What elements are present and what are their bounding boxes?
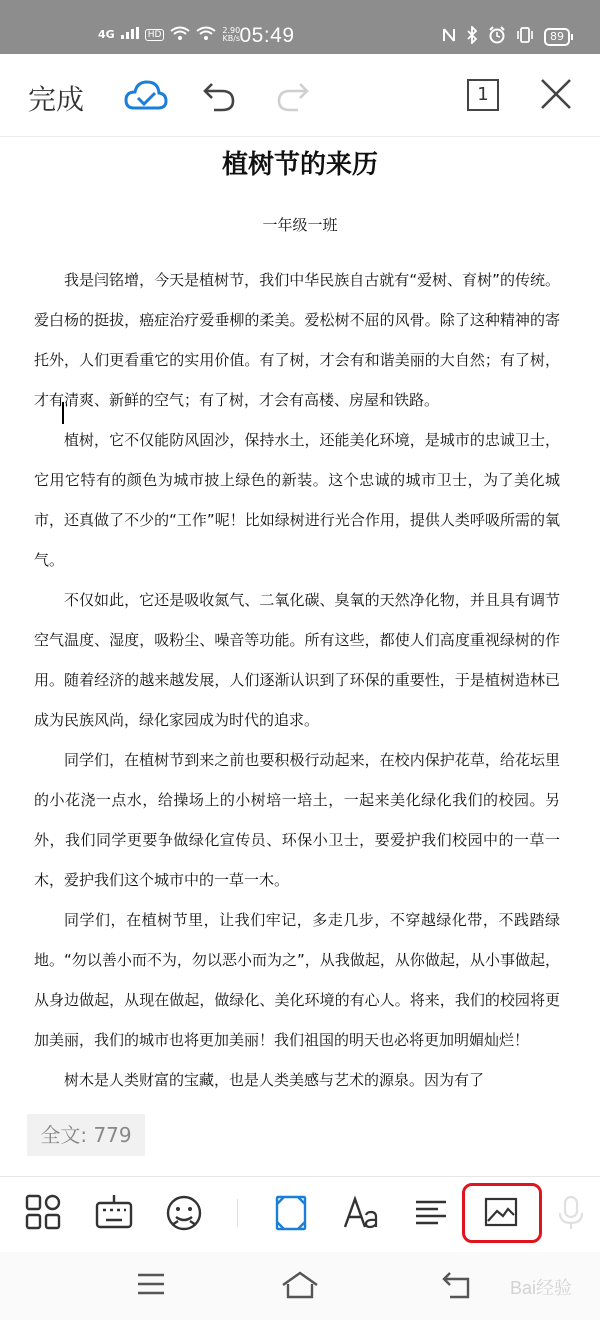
cloud-check-icon[interactable]	[124, 76, 164, 116]
close-icon[interactable]	[538, 76, 578, 116]
alarm-icon	[488, 26, 506, 48]
font-icon[interactable]	[342, 1193, 382, 1233]
paragraph[interactable]: 我是闫铭增，今天是植树节，我们中华民族自古就有“爱树、育树”的传统。爱白杨的挺拔，癌症治疗爱垂柳的柔美。爱松树不屈的风骨。除了这种精神的寄托外，人们更看重它的实用价值。有了树，才会有和谐美丽的大自然；有了树，才有清爽、新鲜的空气；有了树，才会有高楼、房屋和铁路。	[34, 271, 560, 409]
undo-icon[interactable]	[200, 76, 240, 116]
align-icon[interactable]	[412, 1193, 452, 1233]
keyboard-icon[interactable]	[94, 1193, 134, 1233]
net-speed-value: 2.90	[222, 25, 241, 35]
paragraph[interactable]: 树木是人类财富的宝藏，也是人类美感与艺术的源泉。因为有了	[64, 1071, 485, 1089]
menu-icon[interactable]	[136, 1270, 166, 1302]
home-icon[interactable]	[280, 1270, 320, 1304]
word-count-badge: 全文: 779	[27, 1114, 145, 1156]
document-subtitle: 一年级一班	[262, 216, 338, 234]
apps-grid-icon[interactable]	[24, 1193, 64, 1233]
paragraph[interactable]: 同学们，在植树节到来之前也要积极行动起来，在校内保护花草，给花坛里的小花浇一点水，给操场上的小树培一培土，一起来美化绿化我们的校园。另外，我们同学更要争做绿化宣传员、环保小卫士，要爱护我们校园中的一草一木，爱护我们这个城市中的一草一木。	[34, 751, 560, 889]
document-body[interactable]	[34, 260, 560, 1100]
page-count-button[interactable]: 1	[467, 79, 499, 111]
bluetooth-icon	[466, 26, 478, 48]
toolbar-divider	[237, 1199, 238, 1227]
battery-icon: 89	[544, 28, 570, 46]
vibrate-icon	[516, 27, 534, 47]
back-icon[interactable]	[440, 1270, 472, 1304]
hd-badge: HD	[145, 29, 165, 41]
watermark: Bai经验	[509, 1278, 572, 1298]
status-right	[442, 26, 570, 48]
crop-frame-icon[interactable]	[272, 1193, 312, 1233]
paragraph[interactable]: 同学们，在植树节里，让我们牢记，多走几步，不穿越绿化带，不践踏绿地。“勿以善小而不为，勿以恶小而为之”，从我做起，从你做起，从小事做起，从身边做起，从现在做起，做绿化、美化环境的有心人。将来，我们的校园将更加美丽，我们的城市也将更加美丽！我们祖国的明天也必将更加明媚灿烂！	[34, 911, 560, 1049]
clock-text: 05:49	[239, 24, 295, 47]
status-bar	[0, 0, 600, 54]
document-area[interactable]	[0, 136, 600, 1176]
emoji-icon[interactable]	[164, 1193, 204, 1233]
mic-icon[interactable]	[556, 1193, 596, 1233]
net-speed-unit: KB/s	[222, 33, 241, 43]
editor-toolbar	[0, 54, 600, 137]
paragraph[interactable]: 不仅如此，它还是吸收氮气、二氧化碳、臭氧的天然净化物，并且具有调节空气温度、湿度，吸粉尘、噪音等功能。所有这些，都使人们高度重视绿树的作用。随着经济的越来越发展，人们逐渐认识到了环保的重要性，于是植树造林已成为民族风尚，绿化家园成为时代的追求。	[34, 591, 560, 729]
document-title: 植树节的来历	[221, 150, 378, 180]
system-nav-bar	[0, 1252, 600, 1320]
redo-icon[interactable]	[272, 76, 312, 116]
image-icon[interactable]	[482, 1193, 522, 1233]
done-button[interactable]: 完成	[28, 83, 85, 116]
format-toolbar	[0, 1176, 600, 1253]
nfc-icon	[442, 27, 456, 47]
network-label: 4G	[98, 28, 115, 41]
paragraph[interactable]: 植树，它不仅能防风固沙，保持水土，还能美化环境，是城市的忠诚卫士，它用它特有的颜色为城市披上绿色的新装。这个忠诚的城市卫士，为了美化城市，还真做了不少的“工作”呢！比如绿树进行光合作用，提供人类呼吸所需的氧气。	[34, 431, 560, 569]
